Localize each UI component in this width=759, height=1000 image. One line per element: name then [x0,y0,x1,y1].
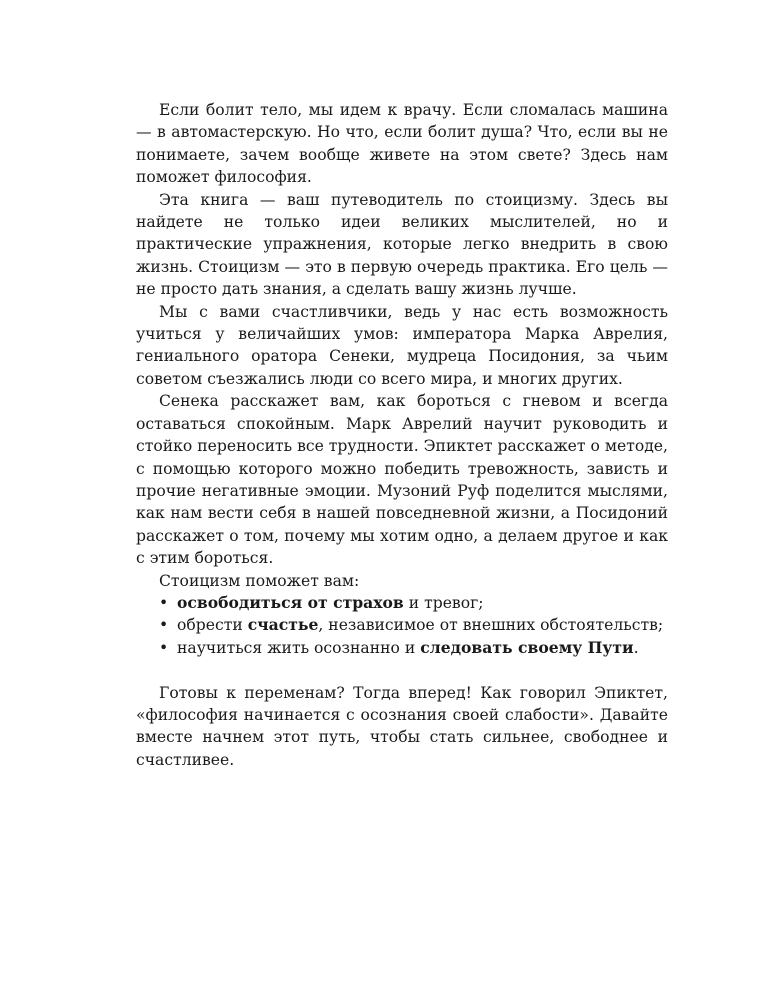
page-body [136,99,668,771]
list-item [159,614,668,636]
list-item-emphasis: следовать своему Пути [420,637,634,657]
list-item-text-before: научиться жить осознанно и [177,638,421,657]
list-item-emphasis: счастье [247,615,319,635]
paragraph-book-guide: Эта книга — ваш путеводитель по стоицизму. Здесь вы найдете не только идеи великих мыслителей, но и практические упражнения, которые легко внедрить в свою жизнь. Стоицизм — это в первую очередь практика. Его цель — не просто дать знания, а сделать вашу жизнь лучше. [136,190,668,299]
bullet-icon: • [159,638,169,657]
bullet-icon: • [159,616,169,635]
paragraph-closing: Готовы к переменам? Тогда вперед! Как говорил Эпиктет, «философия начинается с осознания своей слабости». Давайте вместе начнем этот путь, чтобы стать сильнее, свободнее и счастливее. [136,683,668,769]
list-item [159,592,668,614]
list-item-text-after: и тревог; [403,593,484,612]
paragraph-philosophers: Сенека расскажет вам, как бороться с гневом и всегда оставаться спокойным. Марк Аврелий научит руководить и стойко переносить все трудности. Эпиктет расскажет о методе, с помощью которого можно победить тревожность, зависть и прочие негативные эмоции. Музоний Руф поделится мыслями, как нам вести себя в нашей повседневной жизни, а Посидоний расскажет о том, почему мы хотим одно, а делаем другое и как с этим бороться. [136,392,668,568]
list-intro: Стоицизм поможет вам: [159,571,360,590]
spacer [136,659,668,681]
paragraph-great-minds: Мы с вами счастливчики, ведь у нас есть возможность учиться у величайших умов: императора Марка Аврелия, гениального оратора Сенеки, мудреца Посидония, за чьим советом съезжались люди со всего мира, и многих других. [136,302,668,388]
paragraph-intro: Если болит тело, мы идем к врачу. Если сломалась машина — в автомастерскую. Но что, если болит душа? Что, если вы не понимаете, зачем вообще живете на этом свете? Здесь нам поможет философия. [136,101,668,187]
list-item [159,637,668,659]
benefits-list [136,592,668,659]
bullet-icon: • [159,593,169,612]
list-item-text-after: , независимое от внешних обстоятельств; [318,616,664,635]
list-item-text-after: . [633,638,639,657]
list-item-emphasis: освободиться от страхов [177,592,404,612]
list-item-text-before: обрести [177,616,248,635]
